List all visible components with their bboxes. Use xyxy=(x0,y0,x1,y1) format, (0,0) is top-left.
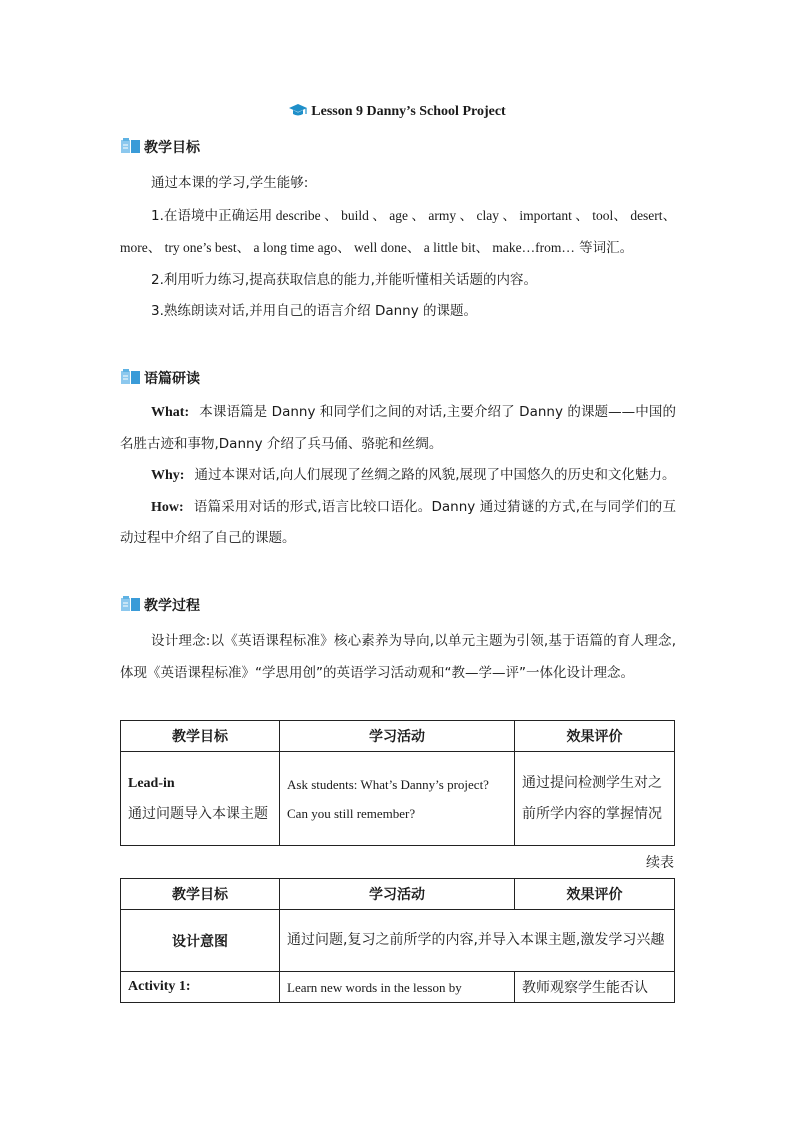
process-concept: 设计理念:以《英语课程标准》核心素养为导向,以单元主题为引领,基于语篇的育人理念,体现《英语课程标准》“学思用创”的英语学习活动观和“教—学—评”一体化设计理念。 xyxy=(120,633,676,681)
section-heading-process: 教学过程 xyxy=(120,595,200,617)
section-heading-objectives: 教学目标 xyxy=(120,137,200,159)
activity-1-evaluation: 教师观察学生能否认 xyxy=(515,972,675,1003)
reading-what: What: 本课语篇是 Danny 和同学们之间的对话,主要介绍了 Danny 的课题——中国的名胜古迹和事物,Danny 介绍了兵马俑、骆驼和丝绸。 xyxy=(120,404,676,452)
objectives-intro: 通过本课的学习,学生能够: xyxy=(151,175,309,191)
header-goal: 教学目标 xyxy=(121,879,280,910)
header-evaluation: 效果评价 xyxy=(515,879,675,910)
lesson-plan-table xyxy=(120,720,675,846)
continued-label: 续表 xyxy=(646,855,674,871)
lead-in-goal-cell xyxy=(121,752,280,846)
table-header-row xyxy=(121,879,675,910)
activity-1-title: Activity 1: xyxy=(121,972,280,1003)
book-icon xyxy=(120,595,142,617)
lesson-title xyxy=(0,103,794,122)
book-icon xyxy=(120,137,142,159)
lead-in-title: Lead-in xyxy=(128,775,175,791)
header-goal: 教学目标 xyxy=(121,721,280,752)
reading-why: Why: 通过本课对话,向人们展现了丝绸之路的风貌,展现了中国悠久的历史和文化魅力。 xyxy=(151,467,676,483)
table-header-row xyxy=(121,721,675,752)
lead-in-activity-cell: Ask students: What’s Danny’s project? Can you still remember? xyxy=(280,752,515,846)
lesson-title-text: Lesson 9 Danny’s School Project xyxy=(311,104,506,119)
table-row xyxy=(121,752,675,846)
activity-1-text: Learn new words in the lesson by xyxy=(280,972,515,1003)
lead-in-goal-text: 通过问题导入本课主题 xyxy=(128,805,268,822)
header-activity: 学习活动 xyxy=(280,721,515,752)
design-intent-label: 设计意图 xyxy=(121,910,280,972)
lead-in-evaluation-cell: 通过提问检测学生对之前所学内容的掌握情况 xyxy=(515,752,675,846)
graduation-cap-icon xyxy=(288,103,308,122)
reading-how: How: 语篇采用对话的形式,语言比较口语化。Danny 通过猜谜的方式,在与同学们的互动过程中介绍了自己的课题。 xyxy=(120,498,676,546)
book-icon xyxy=(120,368,142,390)
design-intent-text: 通过问题,复习之前所学的内容,并导入本课主题,激发学习兴趣 xyxy=(280,910,675,972)
header-evaluation: 效果评价 xyxy=(515,721,675,752)
reading-body xyxy=(120,397,676,555)
table-row xyxy=(121,972,675,1003)
objectives-item-2: 2.利用听力练习,提高获取信息的能力,并能听懂相关话题的内容。 xyxy=(151,271,537,288)
section-heading-reading: 语篇研读 xyxy=(120,368,200,390)
objectives-item-1: 1.在语境中正确运用 describe 、 build 、 age 、 army 、 clay 、 important 、 tool、 desert、 more、 try one’s best、 a long time ago、 well done、 a little bit、 make…from… 等词汇。 xyxy=(120,207,677,256)
objectives-body xyxy=(120,168,676,328)
table-row xyxy=(121,910,675,972)
header-activity: 学习活动 xyxy=(280,879,515,910)
objectives-item-3: 3.熟练朗读对话,并用自己的语言介绍 Danny 的课题。 xyxy=(151,303,478,319)
lesson-plan-table-continued xyxy=(120,878,675,1003)
